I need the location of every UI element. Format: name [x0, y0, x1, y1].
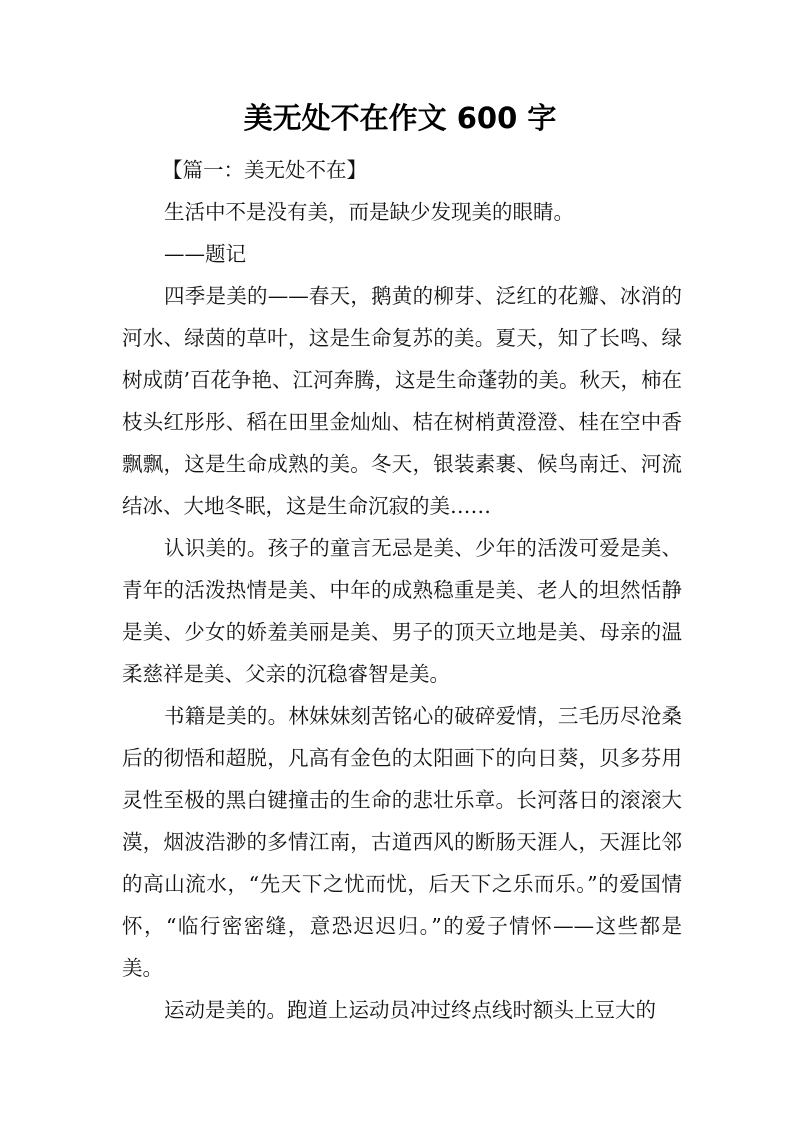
epigraph-line: 生活中不是没有美，而是缺少发现美的眼睛。 — [164, 200, 574, 224]
document-title: 美无处不在作文 600 字 — [243, 101, 557, 135]
paragraph-sports: 运动是美的。跑道上运动员冲过终点线时额头上豆大的 — [164, 998, 656, 1022]
document-body — [122, 149, 682, 1031]
epigraph-attribution: ——题记 — [164, 242, 246, 266]
paragraph-people: 认识美的。孩子的童言无忌是美、少年的活泼可爱是美、青年的活泼热情是美、中年的成熟稳重是美、老人的坦然恬静是美、少女的娇羞美丽是美、男子的顶天立地是美、母亲的温柔慈祥是美、父亲的沉稳睿智是美。 — [122, 536, 682, 686]
paragraph-books: 书籍是美的。林妹妹刻苦铭心的破碎爱情，三毛历尽沧桑后的彻悟和超脱，凡高有金色的太阳画下的向日葵，贝多芬用灵性至极的黑白键撞击的生命的悲壮乐章。长河落日的滚滚大漠，烟波浩渺的多情江南，古道西风的断肠天涯人，天涯比邻的高山流水，“先天下之忧而忧，后天下之乐而乐。”的爱国情怀，“临行密密缝，意恐迟迟归。”的爱子情怀——这些都是美。 — [122, 704, 682, 980]
section-heading: 【篇一：美无处不在】 — [162, 158, 367, 182]
paragraph-seasons: 四季是美的——春天，鹅黄的柳芽、泛红的花瓣、冰消的河水、绿茵的草叶，这是生命复苏的美。夏天，知了长鸣、绿树成荫’百花争艳、江河奔腾，这是生命蓬勃的美。秋天，柿在枝头红彤彤、稻在田里金灿灿、桔在树梢黄澄澄、桂在空中香飘飘，这是生命成熟的美。冬天，银装素裹、候鸟南迁、河流结冰、大地冬眠，这是生命沉寂的美…… — [122, 284, 683, 518]
